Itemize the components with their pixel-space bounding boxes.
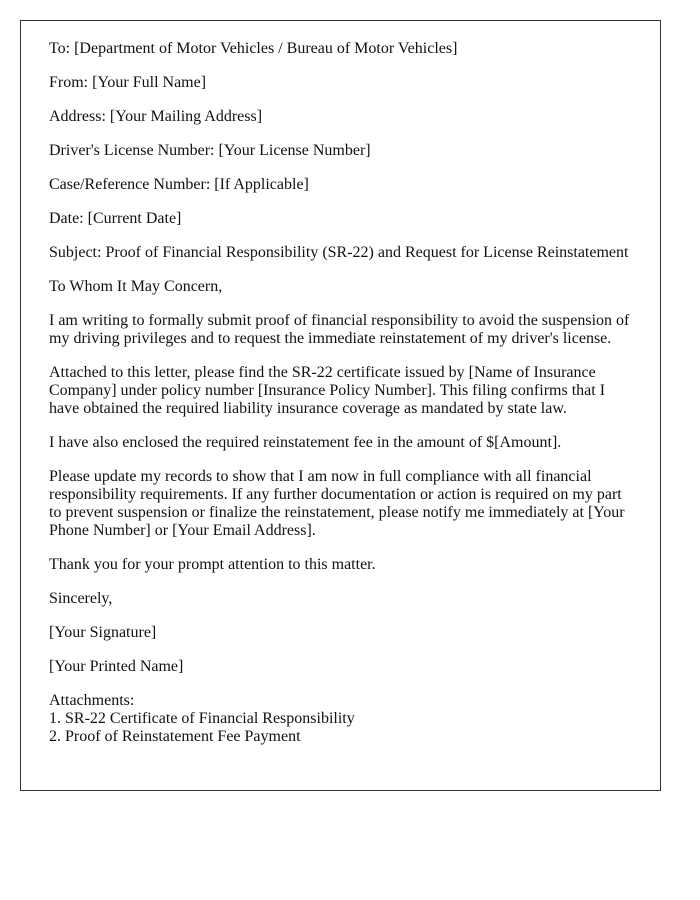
date-line: Date: [Current Date] (49, 210, 182, 227)
recipient-line: To: [Department of Motor Vehicles / Bureau of Motor Vehicles] (49, 40, 458, 57)
sender-line: From: [Your Full Name] (49, 74, 207, 91)
valediction: Sincerely, (49, 590, 113, 607)
printed-name-placeholder: [Your Printed Name] (49, 658, 184, 675)
signature-placeholder: [Your Signature] (49, 624, 157, 641)
address-line: Address: [Your Mailing Address] (49, 108, 263, 125)
attachments-section (49, 692, 632, 746)
subject-line: Subject: Proof of Financial Responsibility (SR-22) and Request for License Reinstatement (49, 244, 629, 261)
case-reference-line: Case/Reference Number: [If Applicable] (49, 176, 309, 193)
body-paragraph-fee: I have also enclosed the required reinstatement fee in the amount of $[Amount]. (49, 434, 562, 451)
salutation: To Whom It May Concern, (49, 278, 223, 295)
license-number-line: Driver's License Number: [Your License Number] (49, 142, 371, 159)
letter-document (20, 20, 661, 791)
attachments-label: Attachments: (49, 692, 135, 709)
body-paragraph-sr22: Attached to this letter, please find the SR-22 certificate issued by [Name of Insurance Company] under policy number [Insurance Policy Number]. This filing confirms that I have obtained the required liability insurance coverage as mandated by state law. (49, 364, 606, 417)
attachment-item: 1. SR-22 Certificate of Financial Responsibility (49, 710, 355, 727)
body-paragraph-update-records: Please update my records to show that I am now in full compliance with all financial responsibility requirements. If any further documentation or action is required on my part to prevent suspension or finalize the reinstatement, please notify me immediately at [Your Phone Number] or [Your Email Address]. (49, 468, 625, 539)
body-paragraph-thanks: Thank you for your prompt attention to this matter. (49, 556, 376, 573)
attachment-item: 2. Proof of Reinstatement Fee Payment (49, 728, 301, 745)
body-paragraph-intro: I am writing to formally submit proof of financial responsibility to avoid the suspension of my driving privileges and to request the immediate reinstatement of my driver's license. (49, 312, 630, 347)
